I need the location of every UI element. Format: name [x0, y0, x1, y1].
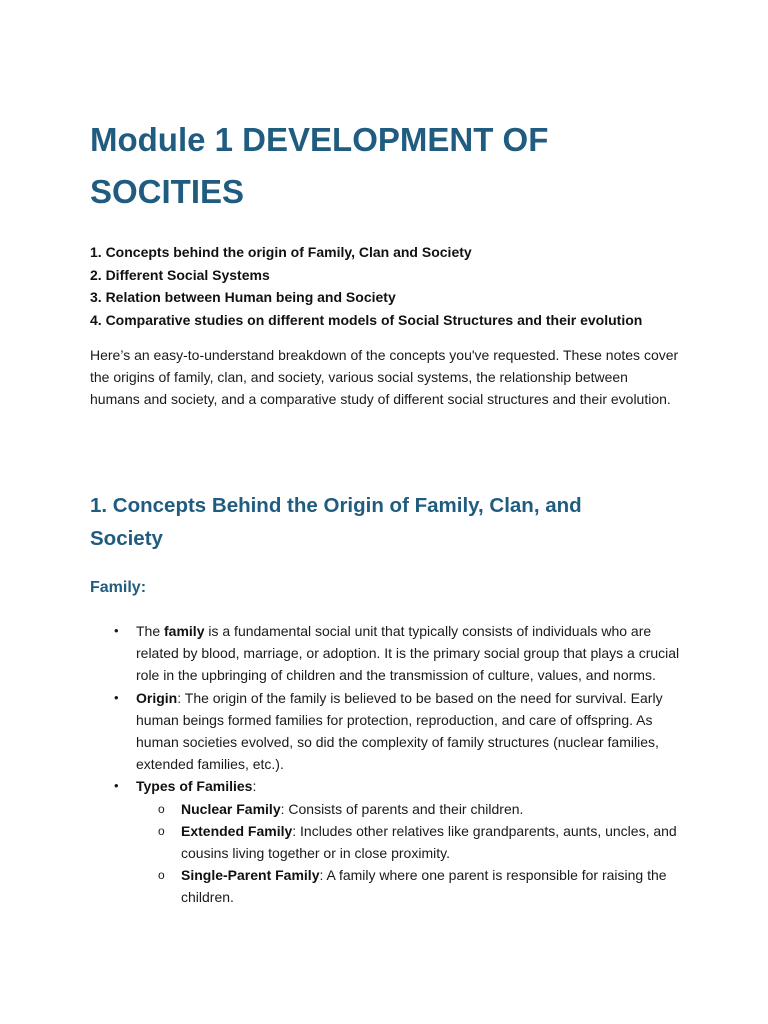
sub-bullet-extended	[136, 820, 690, 864]
bullet-icon: •	[114, 778, 119, 794]
topic-item: 4. Comparative studies on different models of Social Structures and their evolution	[90, 311, 643, 328]
bold-term: Origin	[136, 689, 178, 706]
bold-term: Single-Parent Family	[181, 867, 320, 884]
bold-term: Nuclear Family	[181, 800, 281, 817]
section-heading: 1. Concepts Behind the Origin of Family, Clan, and Society	[90, 494, 582, 550]
topic-item: 1. Concepts behind the origin of Family, Clan and Society	[90, 244, 472, 260]
bullet-item-origin	[90, 687, 690, 776]
bullet-item-family-definition	[90, 620, 690, 687]
circle-bullet-icon: o	[158, 801, 165, 816]
intro-paragraph: Here’s an easy-to-understand breakdown of the concepts you've requested. These notes cover the origins of family, clan, and society, various social systems, the relationship between humans and society, and a comparative study of different social structures and their evolution.	[90, 347, 679, 408]
text-run: : Consists of parents and their children.	[280, 800, 524, 817]
bold-term: Types of Families	[136, 778, 253, 795]
circle-bullet-icon: o	[158, 868, 165, 883]
text-run: : A family where one parent is responsible for raising the children.	[181, 867, 667, 906]
text-run: : Includes other relatives like grandparents, aunts, uncles, and cousins living together or in close proximity.	[181, 822, 677, 862]
bullet-item-types	[90, 775, 690, 908]
text-run: The	[136, 623, 165, 639]
text-run: :	[252, 778, 257, 795]
text-run: is a fundamental social unit that typically consists of individuals who are related by blood, marriage, or adoption. It is the primary social group that plays a crucial role in the upbringing of children and the transmission of culture, values, and norms.	[136, 623, 680, 684]
bullet-icon: •	[114, 623, 119, 638]
family-bullet-list	[90, 620, 690, 909]
bold-term: family	[164, 623, 205, 639]
page-title: Module 1 DEVELOPMENT OF SOCITIES	[90, 121, 549, 210]
family-types-list	[136, 798, 690, 909]
topic-item: 2. Different Social Systems	[90, 266, 270, 283]
sub-bullet-nuclear	[136, 798, 690, 820]
bullet-icon: •	[114, 689, 119, 705]
bold-term: Extended Family	[181, 822, 293, 839]
topic-item: 3. Relation between Human being and Society	[90, 289, 396, 305]
circle-bullet-icon: o	[158, 823, 165, 838]
sub-bullet-single-parent	[136, 864, 690, 908]
topics-list	[90, 241, 690, 331]
text-run: : The origin of the family is believed to be based on the need for survival. Early human beings formed families for protection, reproduction, and care of offspring. As human societies evolved, so did the complexity of family structures (nuclear families, extended families, etc.).	[136, 689, 663, 773]
subsection-heading-family: Family:	[90, 579, 147, 596]
